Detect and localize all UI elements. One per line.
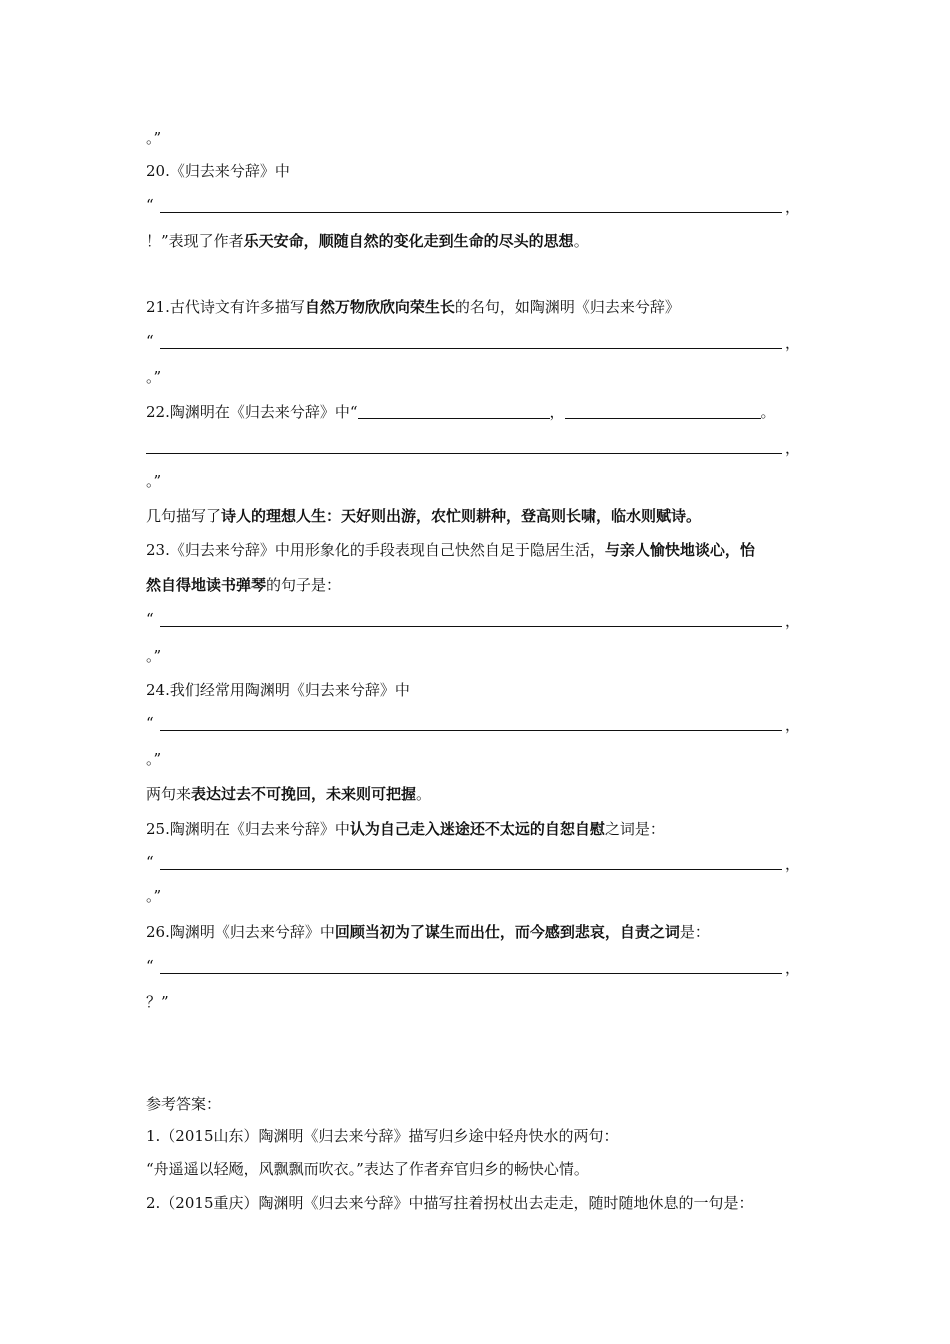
answer-1-prompt: 1.（2015山东）陶渊明《归去来兮辞》描写归乡途中轻舟快水的两句： <box>146 1127 619 1145</box>
q20-key-phrase: 乐天安命，顺随自然的变化走到生命的尽头的思想 <box>243 232 574 250</box>
q20-explanation: ！”表现了作者乐天安命，顺随自然的变化走到生命的尽头的思想。 <box>146 232 589 250</box>
open-quote: “ <box>146 853 154 871</box>
q22-prompt: 22.陶渊明在《归去来兮辞》中“ ， 。 <box>146 403 776 421</box>
comma: ， <box>784 612 800 630</box>
q22-answer-blank[interactable] <box>146 437 806 457</box>
open-quote: “ <box>146 714 154 732</box>
q22-blank-1[interactable] <box>358 403 550 419</box>
open-quote: “ <box>146 957 154 975</box>
q25-prompt: 25.陶渊明在《归去来兮辞》中认为自己走入迷途还不太远的自恕自慰之词是： <box>146 820 665 838</box>
comma: ， <box>784 855 800 873</box>
blank-line <box>160 730 782 731</box>
q21-key-phrase: 自然万物欣欣向荣生长 <box>304 298 455 316</box>
blank-line <box>160 973 782 974</box>
q23-key-phrase-1: 与亲人愉快地谈心，怡 <box>604 541 755 559</box>
comma: ， <box>784 439 800 457</box>
q20-prompt: 20.《归去来兮辞》中 <box>146 162 290 180</box>
q20-answer-blank[interactable] <box>146 196 806 216</box>
q24-explanation: 两句来表达过去不可挽回，未来则可把握。 <box>146 785 432 803</box>
q24-answer-blank[interactable] <box>146 714 806 734</box>
comma: ， <box>784 716 800 734</box>
q25-answer-blank[interactable] <box>146 853 806 873</box>
q26-prompt: 26.陶渊明《归去来兮辞》中回顾当初为了谋生而出仕，而今感到悲哀，自责之词是： <box>146 923 710 941</box>
blank-line <box>160 869 782 870</box>
comma: ， <box>784 959 800 977</box>
q23-key-phrase-2: 然自得地读书弹琴 <box>146 576 267 594</box>
open-quote: “ <box>146 332 154 350</box>
q22-blank-2[interactable] <box>565 403 761 419</box>
q26-key-phrase: 回顾当初为了谋生而出仕，而今感到悲哀，自责之词 <box>334 923 680 941</box>
q25-tail: 。” <box>146 887 162 905</box>
blank-line <box>160 212 782 213</box>
q22-key-phrase: 诗人的理想人生：天好则出游，农忙则耕种，登高则长啸，临水则赋诗。 <box>221 507 702 525</box>
q23-prompt-line1: 23.《归去来兮辞》中用形象化的手段表现自己快然自足于隐居生活，与亲人愉快地谈心，怡 <box>146 541 755 559</box>
q26-answer-blank[interactable] <box>146 957 806 977</box>
q24-tail: 。” <box>146 750 162 768</box>
q23-answer-blank[interactable] <box>146 610 806 630</box>
open-quote: “ <box>146 610 154 628</box>
blank-line <box>146 453 782 454</box>
q21-prompt: 21.古代诗文有许多描写自然万物欣欣向荣生长的名句，如陶渊明《归去来兮辞》 <box>146 298 680 316</box>
answer-1-text: “舟遥遥以轻飏，风飘飘而吹衣。”表达了作者弃官归乡的畅快心情。 <box>146 1160 589 1178</box>
q22-explanation: 几句描写了诗人的理想人生：天好则出游，农忙则耕种，登高则长啸，临水则赋诗。 <box>146 507 702 525</box>
blank-line <box>160 348 782 349</box>
q26-tail: ？” <box>146 993 169 1011</box>
open-quote: “ <box>146 196 154 214</box>
q25-key-phrase: 认为自己走入迷途还不太远的自恕自慰 <box>349 820 605 838</box>
q23-prompt-line2: 然自得地读书弹琴的句子是： <box>146 576 342 594</box>
comma: ， <box>784 334 800 352</box>
q19-tail: 。” <box>146 129 162 147</box>
q23-tail: 。” <box>146 647 162 665</box>
answer-2-prompt: 2.（2015重庆）陶渊明《归去来兮辞》中描写拄着拐杖出去走走，随时随地休息的一句是： <box>146 1194 754 1212</box>
answers-heading: 参考答案： <box>146 1095 222 1113</box>
blank-line <box>160 626 782 627</box>
q21-tail: 。” <box>146 368 162 386</box>
q24-prompt: 24.我们经常用陶渊明《归去来兮辞》中 <box>146 681 410 699</box>
q21-answer-blank[interactable] <box>146 332 806 352</box>
comma: ， <box>784 198 800 216</box>
q22-tail: 。” <box>146 472 162 490</box>
q24-key-phrase: 表达过去不可挽回，未来则可把握 <box>191 785 417 803</box>
